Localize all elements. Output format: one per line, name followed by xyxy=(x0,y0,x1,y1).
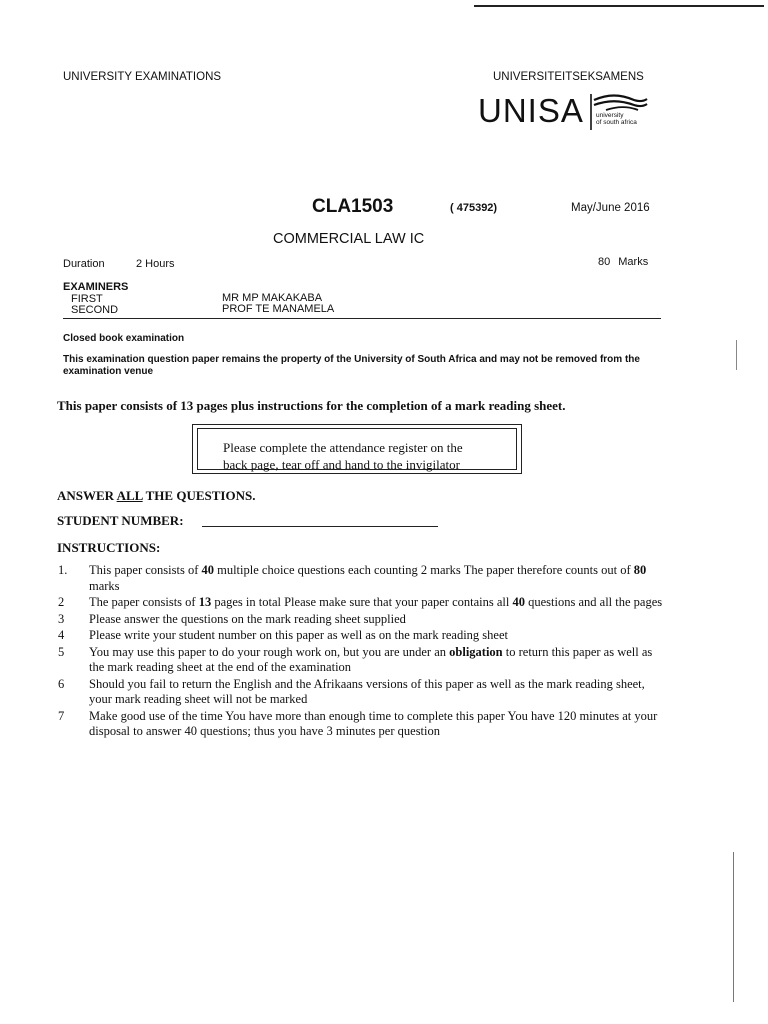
instruction-number: 7 xyxy=(58,708,65,723)
attendance-line-2: back page, tear off and hand to the invigilator xyxy=(223,457,460,472)
header-afrikaans-title: UNIVERSITEITSEKSAMENS xyxy=(493,71,644,83)
attendance-register-box xyxy=(192,424,522,474)
instruction-bold-part: 40 xyxy=(201,563,214,577)
instruction-item-6 xyxy=(57,677,669,708)
instruction-text: Please write your student number on this paper as well as on the mark reading sheet xyxy=(89,628,508,642)
instruction-bold-part: 13 xyxy=(198,595,212,609)
total-marks xyxy=(598,256,648,268)
instruction-text-part: pages in total Please make sure that your paper contains all xyxy=(211,595,513,609)
property-note: This examination question paper remains the property of the University of South Africa and may not be removed from the examination venue xyxy=(63,354,640,377)
attendance-text xyxy=(223,439,513,473)
instruction-item-7 xyxy=(57,709,669,740)
pages-note: This paper consists of 13 pages plus instructions for the completion of a mark reading sheet. xyxy=(57,398,566,413)
instruction-text-part: The paper consists of xyxy=(89,595,199,609)
duration-label: Duration xyxy=(63,258,105,270)
logo-wordmark: UNISA xyxy=(478,92,584,129)
instruction-number: 4 xyxy=(58,628,65,642)
attendance-line-1: Please complete the attendance register on the xyxy=(223,440,463,455)
student-number-label: STUDENT NUMBER: xyxy=(57,513,184,528)
instruction-item-2 xyxy=(57,595,669,611)
examiners-heading: EXAMINERS xyxy=(63,281,129,293)
instruction-text xyxy=(89,595,662,609)
duration-value: 2 Hours xyxy=(136,258,175,270)
instruction-bold-part: obligation xyxy=(449,644,503,659)
header-english-title: UNIVERSITY EXAMINATIONS xyxy=(63,71,222,83)
answer-all-prefix: ANSWER xyxy=(57,488,117,503)
instruction-text: Please answer the questions on the mark reading sheet supplied xyxy=(89,611,406,626)
scan-top-line xyxy=(474,5,764,7)
instruction-text-part: questions and all the pages xyxy=(525,595,663,609)
exam-date: May/June 2016 xyxy=(571,202,650,214)
instruction-text-part: You may use this paper to do your rough work on, but you are under an xyxy=(89,644,450,659)
first-examiner-label: FIRST xyxy=(71,293,103,305)
instruction-number: 5 xyxy=(58,644,65,659)
instruction-item-1 xyxy=(57,563,669,594)
instruction-item-4 xyxy=(57,628,669,644)
instruction-number: 1. xyxy=(58,563,68,577)
instruction-bold-part: 40 xyxy=(512,595,525,609)
first-examiner-name: MR MP MAKAKABA xyxy=(222,292,323,304)
course-code: CLA1503 xyxy=(312,196,394,217)
header-divider xyxy=(63,318,661,319)
marks-value: 80 xyxy=(598,256,611,268)
student-number-field[interactable] xyxy=(202,526,438,527)
scan-artifact-line xyxy=(733,852,734,1002)
logo-tagline xyxy=(596,112,646,126)
paper-number: ( 475392) xyxy=(450,202,498,214)
instruction-text-part: marks xyxy=(89,578,120,593)
instruction-item-3 xyxy=(57,612,669,628)
instruction-text-part: multiple choice questions each counting 2 marks The paper therefore counts out of xyxy=(213,563,634,577)
marks-label: Marks xyxy=(618,256,649,268)
logo-tagline-line2: of south africa xyxy=(596,119,637,126)
course-name: COMMERCIAL LAW IC xyxy=(273,231,425,247)
answer-all-suffix: THE QUESTIONS. xyxy=(142,488,256,503)
second-examiner-name: PROF TE MANAMELA xyxy=(222,303,335,315)
instruction-bold-part: 80 xyxy=(633,563,647,577)
instruction-item-5 xyxy=(57,645,669,676)
second-examiner-label: SECOND xyxy=(71,304,119,316)
scan-artifact-line xyxy=(736,340,737,370)
instruction-text: Make good use of the time You have more than enough time to complete this paper You have 120 minutes at your disposal to answer 40 questions; thus you have 3 minutes per question xyxy=(89,708,658,738)
instruction-text-part: This paper consists of xyxy=(89,563,202,577)
answer-all-emphasis: ALL xyxy=(116,488,143,503)
logo-tagline-line1: university xyxy=(596,112,624,119)
instruction-number: 3 xyxy=(58,611,65,626)
answer-all-heading xyxy=(57,488,255,504)
instruction-number: 6 xyxy=(58,676,65,691)
instruction-number: 2 xyxy=(58,595,65,609)
instruction-text xyxy=(89,563,646,593)
instruction-text-part: to return this paper as well as the mark reading sheet at the end of the examination xyxy=(89,644,653,674)
instructions-title: INSTRUCTIONS: xyxy=(57,540,161,555)
instructions-list xyxy=(57,563,669,741)
instruction-text: Should you fail to return the English and the Afrikaans versions of this paper as well as the mark reading sheet, your mark reading sheet will not be marked xyxy=(89,676,645,706)
closed-book-note: Closed book examination xyxy=(63,333,185,344)
instruction-text xyxy=(89,645,652,675)
